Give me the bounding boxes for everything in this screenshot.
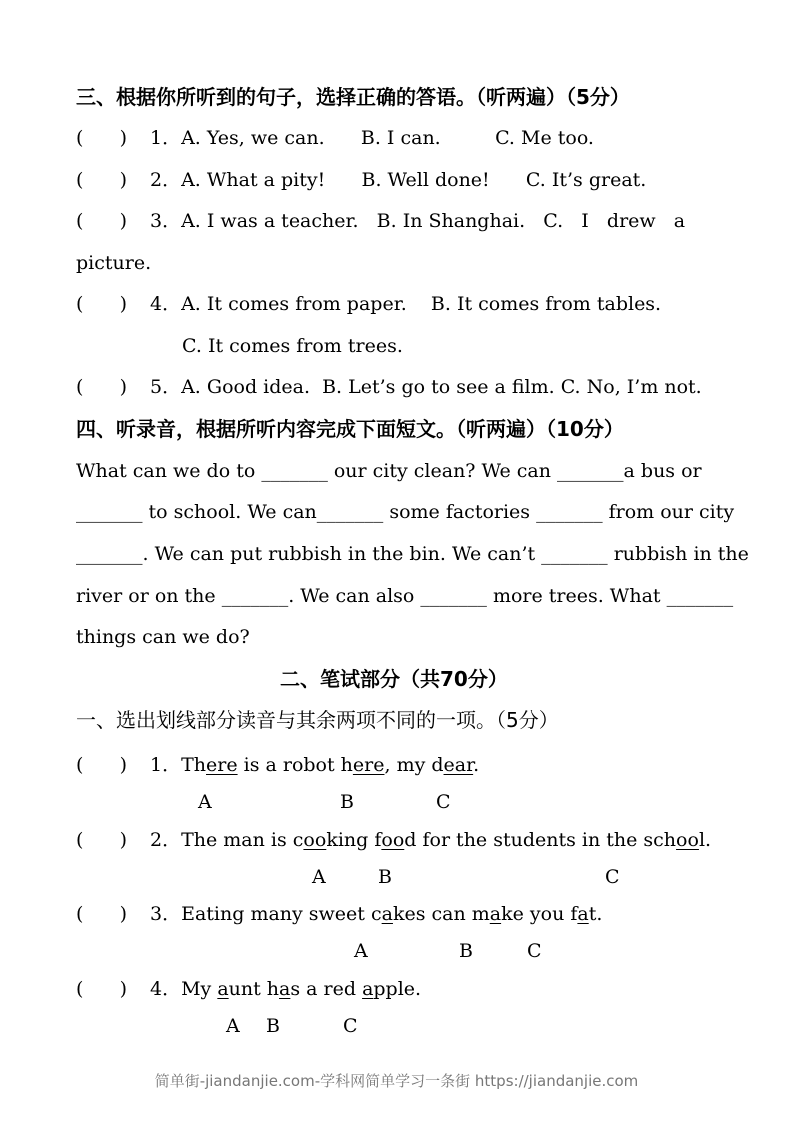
- question-3-5: 5．A. Good idea. B. Let’s go to see a film. C. No, I’m not.: [150, 376, 702, 398]
- question-3-1: 1．A. Yes, we can. B. I can. C. Me too.: [150, 127, 594, 149]
- underlined-part-a: oo: [303, 829, 327, 851]
- phonics-question-4: 4．My aunt has a red apple.: [150, 978, 422, 1000]
- option-label-a: A: [226, 1015, 240, 1037]
- option-label-a: A: [198, 791, 212, 813]
- option-label-a: A: [312, 866, 326, 888]
- underlined-part-c: ear: [443, 754, 474, 776]
- passage-line-4: river or on the _______. We can also _______ more trees. What _______: [76, 585, 734, 607]
- option-label-a: A: [354, 940, 368, 962]
- part-1-title: 一、选出划线部分读音与其余两项不同的一项。（5分）: [76, 708, 559, 732]
- passage-line-1: What can we do to _______ our city clean? We can _______a bus or: [76, 460, 702, 482]
- phonics-question-1: 1．There is a robot here, my dear.: [150, 754, 480, 776]
- section-4-title: 四、听录音，根据所听内容完成下面短文。（听两遍）（10分）: [76, 417, 624, 441]
- option-label-c: C: [343, 1015, 358, 1037]
- answer-blank: ( ): [76, 829, 128, 851]
- answer-blank: ( ): [76, 376, 128, 398]
- option-label-c: C: [605, 866, 620, 888]
- option-label-b: B: [340, 791, 354, 813]
- passage-line-5: things can we do?: [76, 626, 250, 648]
- passage-line-3: _______. We can put rubbish in the bin. We can’t _______ rubbish in the: [76, 543, 749, 565]
- written-section-title: 二、笔试部分（共70分）: [280, 667, 508, 691]
- underlined-part-c: a: [362, 978, 374, 1000]
- underlined-part-c: oo: [676, 829, 699, 851]
- answer-blank: ( ): [76, 210, 128, 232]
- option-label-b: B: [459, 940, 473, 962]
- underlined-part-a: a: [217, 978, 229, 1000]
- footer-watermark: 简单街-jiandanjie.com-学科网简单学习一条街 https://jiandanjie.com: [154, 1072, 639, 1090]
- question-3-3-continued: picture.: [76, 252, 152, 274]
- section-3-title: 三、根据你所听到的句子，选择正确的答语。（听两遍）（5分）: [76, 85, 630, 109]
- underlined-part-b: oo: [381, 829, 405, 851]
- underlined-part-b: a: [489, 903, 502, 925]
- underlined-part-c: a: [577, 903, 589, 925]
- option-label-b: B: [266, 1015, 280, 1037]
- underlined-part-a: ere: [206, 754, 238, 776]
- phonics-question-3: 3．Eating many sweet cakes can make you fat.: [150, 903, 603, 925]
- underlined-part-b: a: [279, 978, 291, 1000]
- answer-blank: ( ): [76, 903, 128, 925]
- option-label-c: C: [527, 940, 542, 962]
- question-3-2: 2．A. What a pity! B. Well done! C. It’s great.: [150, 169, 647, 191]
- answer-blank: ( ): [76, 127, 128, 149]
- question-3-4-option-c: C. It comes from trees.: [182, 335, 403, 357]
- question-3-3: 3．A. I was a teacher. B. In Shanghai. C. I drew a: [150, 210, 686, 232]
- passage-line-2: _______ to school. We can_______ some factories _______ from our city: [76, 501, 735, 523]
- option-label-c: C: [436, 791, 451, 813]
- answer-blank: ( ): [76, 754, 128, 776]
- phonics-question-2: 2．The man is cooking food for the students in the school.: [150, 829, 712, 851]
- answer-blank: ( ): [76, 978, 128, 1000]
- question-3-4: 4．A. It comes from paper. B. It comes from tables.: [150, 293, 662, 315]
- answer-blank: ( ): [76, 169, 128, 191]
- answer-blank: ( ): [76, 293, 128, 315]
- option-label-b: B: [378, 866, 392, 888]
- underlined-part-a: a: [381, 903, 393, 925]
- underlined-part-b: ere: [352, 754, 385, 776]
